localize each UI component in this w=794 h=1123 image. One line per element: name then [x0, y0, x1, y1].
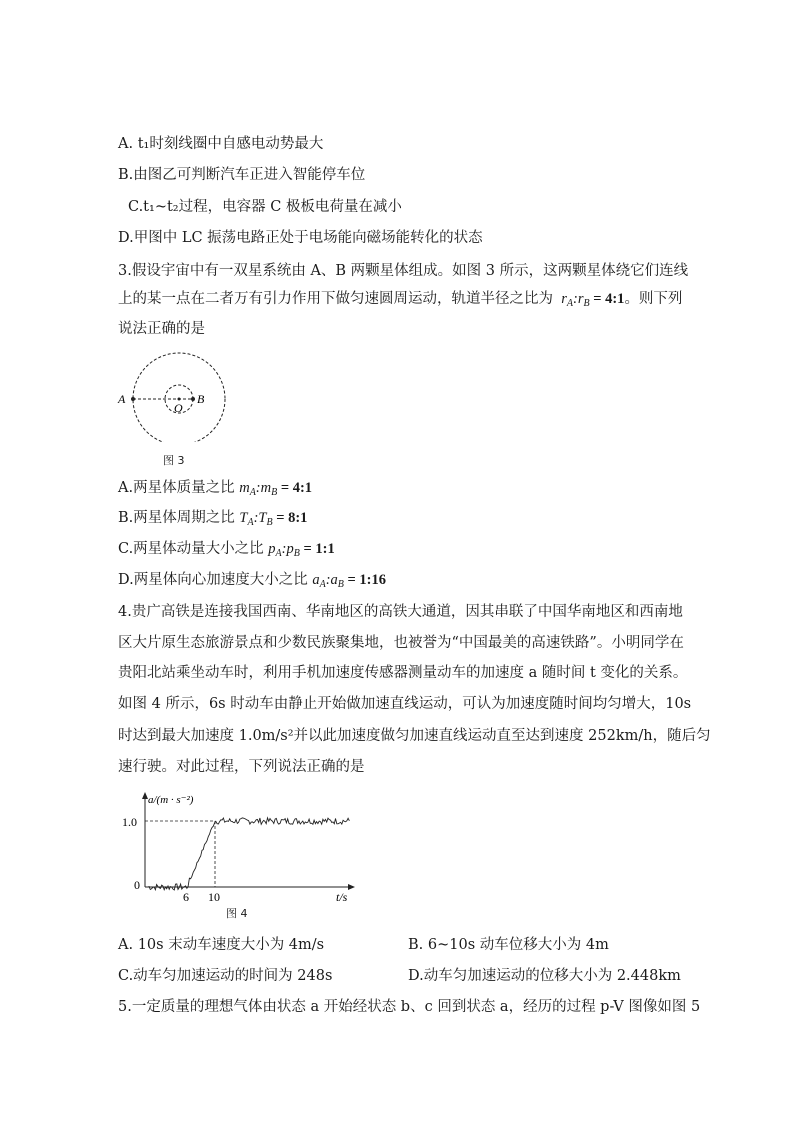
q4-line-2: 区大片原生态旅游景点和少数民族聚集地，也被誉为“中国最美的高速铁路”。小明同学在 [118, 635, 684, 651]
star-b [191, 397, 195, 401]
q3-line-2 [118, 290, 682, 313]
q3-line-2-end: 。则下列 [624, 291, 683, 307]
x-tick-10: 10 [208, 890, 220, 904]
label-b: B [197, 392, 205, 406]
q3-radius-ratio: $r_A:r_B$ = 4:1 [557, 291, 625, 309]
q2-option-c: C.t₁~t₂过程，电容器 C 极板电荷量在减小 [128, 199, 402, 215]
label-o: O [174, 401, 183, 415]
q3-option-d-value: = 1:16 [347, 572, 386, 588]
q4-option-d: D.动车匀加速运动的位移大小为 2.448km [408, 968, 681, 984]
q3-option-b-text: B.两星体周期之比 [118, 510, 240, 526]
q3-option-a-text: A.两星体质量之比 [118, 480, 240, 496]
q3-option-b [118, 509, 307, 532]
q3-option-d [118, 571, 386, 594]
q3-option-c [118, 540, 335, 563]
q3-option-d-expr: $a_A:a_B$ = 1:16 [312, 572, 386, 590]
q3-option-b-value: = 8:1 [276, 510, 308, 526]
star-a [131, 397, 135, 401]
label-a: A [118, 392, 126, 406]
q2-option-d: D.甲图中 LC 振荡电路正处于电场能向磁场能转化的状态 [118, 230, 483, 246]
figure-4-caption: 图 4 [226, 907, 248, 920]
x-tick-6: 6 [183, 890, 189, 904]
acceleration-trace [148, 818, 350, 890]
y-tick-1: 1.0 [122, 815, 137, 829]
q3-option-d-text: D.两星体向心加速度大小之比 [118, 572, 313, 588]
y-axis-label: a/(m · s⁻²) [148, 794, 194, 806]
q3-line-1: 3.假设宇宙中有一双星系统由 A、B 两颗星体组成。如图 3 所示，这两颗星体绕它们连线 [118, 263, 689, 279]
q3-option-a-expr: $m_A:m_B$ = 4:1 [239, 480, 313, 498]
q3-line-3: 说法正确的是 [118, 321, 205, 337]
q4-line-3: 贵阳北站乘坐动车时，利用手机加速度传感器测量动车的加速度 a 随时间 t 变化的关系。 [118, 665, 688, 681]
x-axis-arrow [348, 884, 355, 890]
q3-option-c-expr: $p_A:p_B$ = 1:1 [268, 541, 335, 559]
q3-option-a [118, 479, 312, 502]
q4-option-b: B. 6~10s 动车位移大小为 4m [408, 937, 609, 953]
q3-option-c-text: C.两星体动量大小之比 [118, 541, 269, 557]
q4-option-c: C.动车匀加速运动的时间为 248s [118, 968, 333, 984]
figure-3-binary-orbits [112, 352, 242, 442]
q4-line-4: 如图 4 所示，6s 时动车由静止开始做加速直线运动，可认为加速度随时间均匀增大，10s [118, 696, 692, 712]
q3-option-c-value: = 1:1 [303, 541, 335, 557]
q2-option-b: B.由图乙可判断汽车正进入智能停车位 [118, 167, 366, 183]
origin-label: 0 [134, 878, 140, 892]
q4-line-1: 4.贵广高铁是连接我国西南、华南地区的高铁大通道，因其串联了中国华南地区和西南地 [118, 604, 683, 620]
q2-option-a: A. t₁时刻线圈中自感电动势最大 [118, 136, 324, 152]
figure-4-acceleration-chart [118, 790, 358, 905]
q4-option-a: A. 10s 末动车速度大小为 4m/s [118, 937, 325, 953]
figure-3-caption: 图 3 [163, 454, 185, 467]
x-axis-label: t/s [336, 890, 348, 904]
q3-option-b-expr: $T_A:T_B$ = 8:1 [239, 510, 308, 528]
q3-line-2-text: 上的某一点在二者万有引力作用下做匀速圆周运动，轨道半径之比为 [118, 291, 553, 307]
q4-line-6: 速行驶。对此过程，下列说法正确的是 [118, 759, 365, 775]
q5-line-1: 5.一定质量的理想气体由状态 a 开始经状态 b、c 回到状态 a，经历的过程 p-V 图像如图 5 [118, 999, 701, 1015]
q3-radius-ratio-value: = 4:1 [593, 291, 625, 307]
q4-line-5: 时达到最大加速度 1.0m/s²并以此加速度做匀加速直线运动直至达到速度 252km/h，随后匀 [118, 728, 711, 744]
q3-option-a-value: = 4:1 [280, 480, 313, 496]
